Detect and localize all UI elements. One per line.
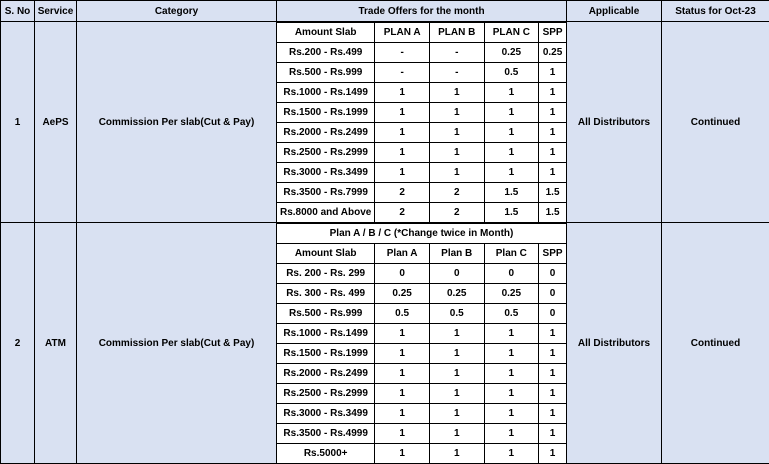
slab-amount: Rs.500 - Rs.999	[277, 63, 375, 83]
slab-amount: Rs.3500 - Rs.4999	[277, 424, 375, 444]
slab-row	[277, 63, 566, 83]
slab-value: 1	[539, 344, 566, 364]
slab-value: 0	[539, 264, 566, 284]
slab-value: 1	[484, 384, 539, 404]
slab-value: 1	[484, 364, 539, 384]
slab-row	[277, 143, 566, 163]
slab-value: 1	[429, 384, 484, 404]
slab-value: -	[429, 43, 484, 63]
slab-value: 0	[484, 264, 539, 284]
slab-row	[277, 384, 566, 404]
service-sno: 2	[1, 223, 35, 464]
slab-value: 1	[375, 143, 430, 163]
slab-row	[277, 324, 566, 344]
slab-amount: Rs.1000 - Rs.1499	[277, 83, 375, 103]
slab-value: 0.5	[375, 304, 430, 324]
slab-header-row	[277, 23, 566, 43]
slab-amount: Rs.1500 - Rs.1999	[277, 344, 375, 364]
header-status: Status for Oct-23	[662, 1, 769, 22]
slab-row	[277, 404, 566, 424]
slab-amount: Rs.1000 - Rs.1499	[277, 324, 375, 344]
service-status: Continued	[662, 223, 769, 464]
slab-amount: Rs. 300 - Rs. 499	[277, 284, 375, 304]
slab-row	[277, 424, 566, 444]
slab-amount: Rs.500 - Rs.999	[277, 304, 375, 324]
service-name: AePS	[35, 22, 77, 223]
header-sno: S. No	[1, 1, 35, 22]
slab-value: 0.25	[484, 284, 539, 304]
slab-value: 1	[375, 324, 430, 344]
slab-value: 1	[539, 424, 566, 444]
service-sno: 1	[1, 22, 35, 223]
service-applicable: All Distributors	[567, 22, 662, 223]
slab-value: 1	[375, 444, 430, 464]
slab-amount: Rs.8000 and Above	[277, 203, 375, 223]
slab-value: 1	[484, 123, 539, 143]
slab-note: Plan A / B / C (*Change twice in Month)	[277, 224, 566, 244]
slab-value: 0	[539, 284, 566, 304]
slab-column-header: Plan A	[375, 244, 430, 264]
slab-value: 1	[375, 384, 430, 404]
slab-amount: Rs.2500 - Rs.2999	[277, 143, 375, 163]
slab-amount: Rs.3500 - Rs.7999	[277, 183, 375, 203]
slab-value: 1	[539, 384, 566, 404]
slab-row	[277, 83, 566, 103]
slab-value: 1	[484, 344, 539, 364]
header-trade-offers: Trade Offers for the month	[277, 1, 567, 22]
service-category: Commission Per slab(Cut & Pay)	[77, 223, 277, 464]
slab-column-header: Plan B	[429, 244, 484, 264]
slab-column-header: Plan C	[484, 244, 539, 264]
slab-value: 1	[429, 123, 484, 143]
slab-value: 2	[375, 203, 430, 223]
slab-value: 0	[375, 264, 430, 284]
slab-value: 2	[375, 183, 430, 203]
slab-value: 1	[539, 63, 566, 83]
header-category: Category	[77, 1, 277, 22]
slab-value: -	[429, 63, 484, 83]
slab-column-header: PLAN C	[484, 23, 539, 43]
slab-value: -	[375, 63, 430, 83]
service-category: Commission Per slab(Cut & Pay)	[77, 22, 277, 223]
slab-column-header: Amount Slab	[277, 23, 375, 43]
header-service: Service	[35, 1, 77, 22]
slab-value: 1	[539, 143, 566, 163]
slab-value: 0.25	[429, 284, 484, 304]
slab-value: 1	[375, 344, 430, 364]
slab-row	[277, 264, 566, 284]
trade-offer-cell	[277, 22, 567, 223]
slab-value: 0.25	[539, 43, 566, 63]
slab-value: 1.5	[484, 183, 539, 203]
header-applicable: Applicable	[567, 1, 662, 22]
slab-value: 1	[375, 103, 430, 123]
slab-row	[277, 444, 566, 464]
slab-value: 1	[484, 103, 539, 123]
slab-amount: Rs.200 - Rs.499	[277, 43, 375, 63]
slab-value: 1	[429, 444, 484, 464]
slab-amount: Rs.1500 - Rs.1999	[277, 103, 375, 123]
slab-row	[277, 304, 566, 324]
slab-value: 1	[539, 444, 566, 464]
slab-amount: Rs.3000 - Rs.3499	[277, 163, 375, 183]
slab-value: 1	[539, 103, 566, 123]
slab-value: 1	[429, 83, 484, 103]
slab-value: 1	[484, 143, 539, 163]
slab-column-header: SPP	[539, 23, 566, 43]
slab-amount: Rs.2000 - Rs.2499	[277, 123, 375, 143]
slab-value: 0.25	[484, 43, 539, 63]
slab-value: 1	[484, 83, 539, 103]
slab-value: 1	[539, 123, 566, 143]
slab-value: 1	[429, 324, 484, 344]
slab-value: 1	[539, 163, 566, 183]
slab-value: 1	[484, 404, 539, 424]
slab-amount: Rs.3000 - Rs.3499	[277, 404, 375, 424]
slab-value: 1	[429, 364, 484, 384]
service-row	[1, 223, 769, 464]
slab-value: 1	[484, 324, 539, 344]
slab-column-header: Amount Slab	[277, 244, 375, 264]
slab-value: 1	[539, 324, 566, 344]
service-name: ATM	[35, 223, 77, 464]
slab-value: 1	[539, 364, 566, 384]
slab-amount: Rs.2500 - Rs.2999	[277, 384, 375, 404]
slab-header-row	[277, 244, 566, 264]
slab-amount: Rs. 200 - Rs. 299	[277, 264, 375, 284]
slab-table	[277, 22, 566, 222]
slab-row	[277, 43, 566, 63]
slab-value: 2	[429, 183, 484, 203]
slab-value: 2	[429, 203, 484, 223]
slab-column-header: PLAN B	[429, 23, 484, 43]
slab-value: 1	[484, 444, 539, 464]
slab-value: 1	[375, 83, 430, 103]
slab-value: 1	[429, 404, 484, 424]
slab-row	[277, 284, 566, 304]
slab-value: 1	[429, 103, 484, 123]
slab-value: 1	[429, 344, 484, 364]
slab-value: -	[375, 43, 430, 63]
slab-value: 1	[484, 163, 539, 183]
slab-value: 0	[539, 304, 566, 324]
slab-value: 1	[429, 424, 484, 444]
slab-value: 1	[375, 424, 430, 444]
slab-value: 1	[539, 404, 566, 424]
slab-value: 1.5	[484, 203, 539, 223]
slab-value: 1	[375, 404, 430, 424]
slab-row	[277, 364, 566, 384]
slab-row	[277, 183, 566, 203]
slab-value: 0.25	[375, 284, 430, 304]
slab-column-header: SPP	[539, 244, 566, 264]
slab-row	[277, 203, 566, 223]
slab-value: 1	[429, 163, 484, 183]
header-row	[1, 1, 769, 22]
slab-row	[277, 123, 566, 143]
service-row	[1, 22, 769, 223]
slab-value: 0	[429, 264, 484, 284]
slab-amount: Rs.5000+	[277, 444, 375, 464]
slab-value: 1	[539, 83, 566, 103]
slab-value: 1	[375, 123, 430, 143]
slab-value: 1	[484, 424, 539, 444]
slab-note-row	[277, 224, 566, 244]
slab-row	[277, 103, 566, 123]
slab-row	[277, 344, 566, 364]
slab-value: 1	[375, 364, 430, 384]
slab-value: 0.5	[484, 304, 539, 324]
trade-offer-cell	[277, 223, 567, 464]
slab-value: 1	[429, 143, 484, 163]
slab-value: 1.5	[539, 183, 566, 203]
slab-row	[277, 163, 566, 183]
service-status: Continued	[662, 22, 769, 223]
slab-value: 0.5	[484, 63, 539, 83]
slab-value: 0.5	[429, 304, 484, 324]
slab-amount: Rs.2000 - Rs.2499	[277, 364, 375, 384]
slab-value: 1.5	[539, 203, 566, 223]
slab-table	[277, 223, 566, 463]
slab-value: 1	[375, 163, 430, 183]
slab-column-header: PLAN A	[375, 23, 430, 43]
service-applicable: All Distributors	[567, 223, 662, 464]
